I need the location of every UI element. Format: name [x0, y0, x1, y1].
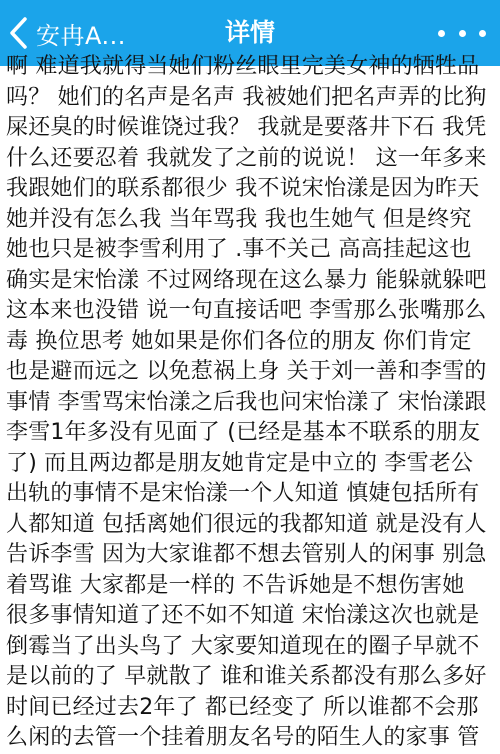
more-dots-icon[interactable] — [438, 20, 486, 46]
post-body-text: 啊 难道我就得当她们粉丝眼里完美女神的牺牲品吗？ 她们的名声是名声 我被她们把名声弄的比狗屎还臭的时候谁饶过我？ 我就是要落井下石 我凭什么还要忍着 我就发了之前的说说！ 这一年多来 我跟她们的联系都很少 我不说宋怡漾是因为昨天她并没有怎么我 当年骂我 我也生她气 但是终究她也只是被李雪利用了 .事不关己 高高挂起这也确实是宋怡漾 不过网络现在这么暴力 能躲就躲吧 这本来也没错 说一句直接话吧 李雪那么张嘴那么毒 换位思考 她如果是你们各位的朋友 你们肯定也是避而远之 以免惹祸上身 关于刘一善和李雪的事情 李雪骂宋怡漾之后我也问宋怡漾了 宋怡漾跟李雪1年多没有见面了 (已经是基本不联系的朋友了) 而且两边都是朋友她肯定是中立的 李雪老公出轨的事情不是宋怡漾一个人知道 慎婕包括所有人都知道 包括离她们很远的我都知道 就是没有人告诉李雪 因为大家谁都不想去管别人的闲事 别急着骂谁 大家都是一样的 不告诉她是不想伤害她 很多事情知道了还不如不知道 宋怡漾这次也就是倒霉当了出头鸟了 大家要知道现在的圈子早就不是以前的了 早就散了 谁和谁关系都没有那么多好 时间已经过去2年了 都已经变了 所以谁都不会那么闲的去管一个挂着朋友名号的陌生人的家事 管 — [6, 54, 487, 750]
back-button-label: 安冉A... — [36, 21, 126, 50]
back-button[interactable] — [8, 12, 126, 54]
page-title: 详情 — [224, 18, 275, 47]
more-dot — [479, 30, 486, 37]
chevron-left-icon — [8, 16, 28, 50]
post-content — [6, 54, 492, 750]
more-dot — [459, 30, 466, 37]
more-dot — [438, 30, 445, 37]
